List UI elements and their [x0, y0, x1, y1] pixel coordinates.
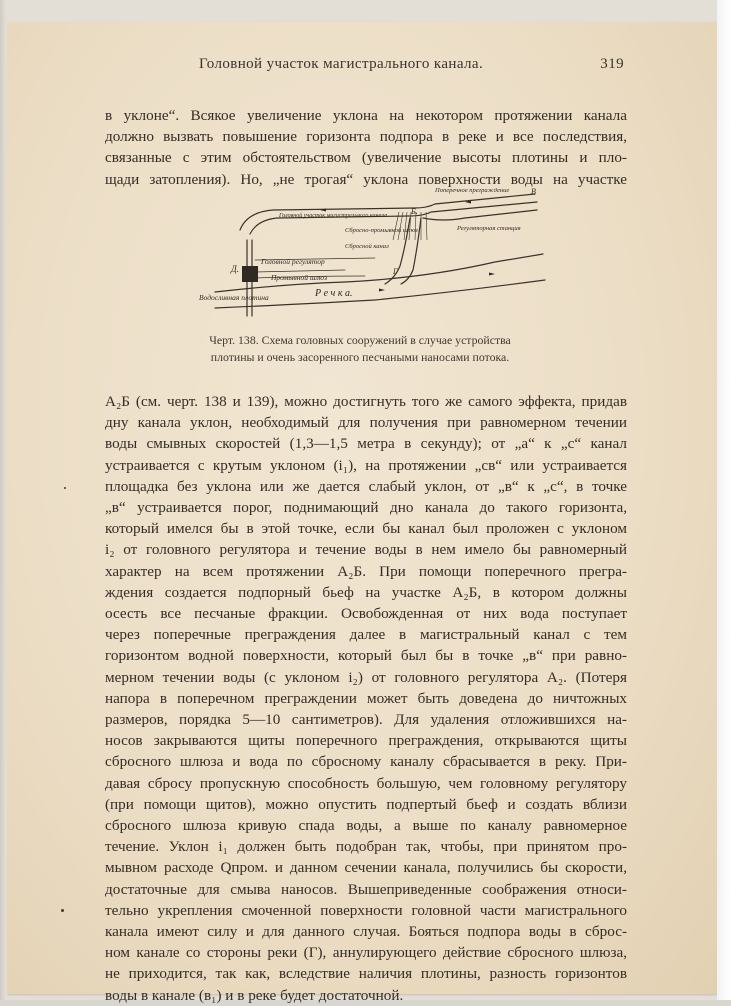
text-line: щади затопления). Но, „не трогая“ уклона поверхности воды на участке [105, 170, 627, 188]
text-line: течение. Уклон i₁ должен быть подобран так, чтобы, при принятом про- [105, 838, 627, 856]
text-line: мерном течении воды (с уклоном i₂) от головного регулятора А₂. (Потеря [105, 668, 627, 686]
text-line: ждения создается подпорный бьеф на участке А₂Б, в котором должны [105, 583, 627, 601]
label-head-section: Головной участок магистрального канала [279, 213, 388, 219]
text-line: ном канале со стороны реки (Г), аннулирующего действие сбросного шлюза, [105, 944, 627, 962]
ink-speck [61, 909, 64, 912]
ink-speck [64, 487, 66, 489]
label-cross-barrier: Поперечное преграждение [435, 188, 510, 194]
text-line: (при помощи щитов), можно опустить подпертый бьеф и создать вблизи [105, 795, 627, 813]
text-line: горизонтом водной поверхности, который был бы в точке „в“ при равно- [105, 647, 627, 665]
text-line: i₂ от головного регулятора и течение воды в нем имело бы равномерный [105, 541, 627, 559]
scanner-edge [717, 0, 731, 1000]
label-flushing-sluice: Промывной шлюз [271, 273, 327, 282]
text-line: достаточные для смыва наносов. Вышеприведенные соображения относи- [105, 880, 627, 898]
text-line: А₂Б (см. черт. 138 и 139), можно достигнуть того же самого эффекта, придав [105, 393, 627, 410]
label-head-regulator: Головной регулятор [261, 257, 325, 266]
text-line: площадка без уклона или же дается слабый уклон, от „в“ к „с“, в точке [105, 477, 627, 495]
figure-caption [160, 332, 560, 366]
text-line: не приходится, так как, вследствие наличия плотины, разность горизонтов [105, 965, 627, 983]
label-flushing-canal: Сбросной канал [345, 243, 389, 250]
label-b: Б. [411, 207, 418, 216]
label-a: Д. [231, 264, 239, 274]
text-line: через поперечные преграждения далее в магистральный канал с тем [105, 626, 627, 644]
text-line: в уклоне“. Всякое увеличение уклона на некотором протяжении канала [105, 107, 627, 124]
label-v: В [531, 188, 536, 196]
label-g: Г [393, 267, 398, 276]
text-line: осесть все песчаные фракции. Освобожденная от них вода поступает [105, 605, 627, 623]
headworks-diagram [195, 188, 555, 328]
text-line: устраивается с крутым уклоном (i₁), на протяжении „св“ или устраивается [105, 456, 627, 474]
paragraph-top [105, 105, 627, 190]
label-spillway-dam: Водосливная плотина [199, 293, 269, 302]
text-line: который имелся бы в этой точке, если бы канал был проложен с уклоном [105, 520, 627, 538]
label-regulating-station: Регуляторная станция [457, 225, 521, 232]
caption-line: Черт. 138. Схема головных сооружений в случае устройства [209, 333, 511, 347]
text-line: связанные с этим обстоятельством (увеличение высоты плотины и пло- [105, 149, 627, 167]
page-number: 319 [600, 56, 624, 72]
text-line: воды в канале (в₁) и в реке будет достаточной. [105, 986, 404, 1004]
paragraph-main [105, 391, 627, 1006]
caption-line: плотины и очень засоренного песчаными наносами потока. [210, 350, 510, 364]
text-line: напора в поперечном преграждении может быть доведена до ничтожных [105, 689, 627, 707]
text-line: тельно укрепления смоченной поверхности головной части магистрального [105, 901, 627, 919]
head-regulator-block [242, 266, 258, 282]
label-river: Р е ч к а. [315, 288, 353, 299]
text-line: мывном расходе Qпром. и данном сечении канала, получились бы скорости, [105, 859, 627, 877]
text-line: давая сбросу пропускную способность большую, чем головному регулятору [105, 774, 627, 792]
text-line: размеров, порядка 5—10 сантиметров). Для удаления отложившихся на- [105, 711, 627, 729]
side-line-2 [255, 270, 345, 272]
text-line: сбросного шлюза и вода по сбросному каналу сбрасывается в реку. При- [105, 753, 627, 771]
text-line: канала имеют силу и для данного случая. Бояться подпора воды в сброс- [105, 923, 627, 941]
text-line: сбросного шлюза кривую спада воды, а выше по каналу равномерное [105, 817, 627, 835]
text-line: „в“ устраивается порог, поднимающий дно канала до такого горизонта, [105, 499, 627, 517]
text-line: носов закрываются щиты поперечного преграждения, открываются щиты [105, 732, 627, 750]
text-line: характер на всем протяжении А₂Б. При помощи поперечного прегра- [105, 562, 627, 580]
running-title: Головной участок магистрального канала. [199, 56, 484, 72]
label-spill-sluice: Сбросно-промывной шлюз [345, 227, 418, 234]
text-line: должно вызвать повышение горизонта подпора в реке и все последствия, [105, 128, 627, 146]
text-line: воды смывных скоростей (1,3—1,5 метра в секунду); от „а“ к „с“ канал [105, 435, 627, 453]
text-line: дну канала уклон, необходимый для получения при равномерном течении [105, 414, 627, 432]
